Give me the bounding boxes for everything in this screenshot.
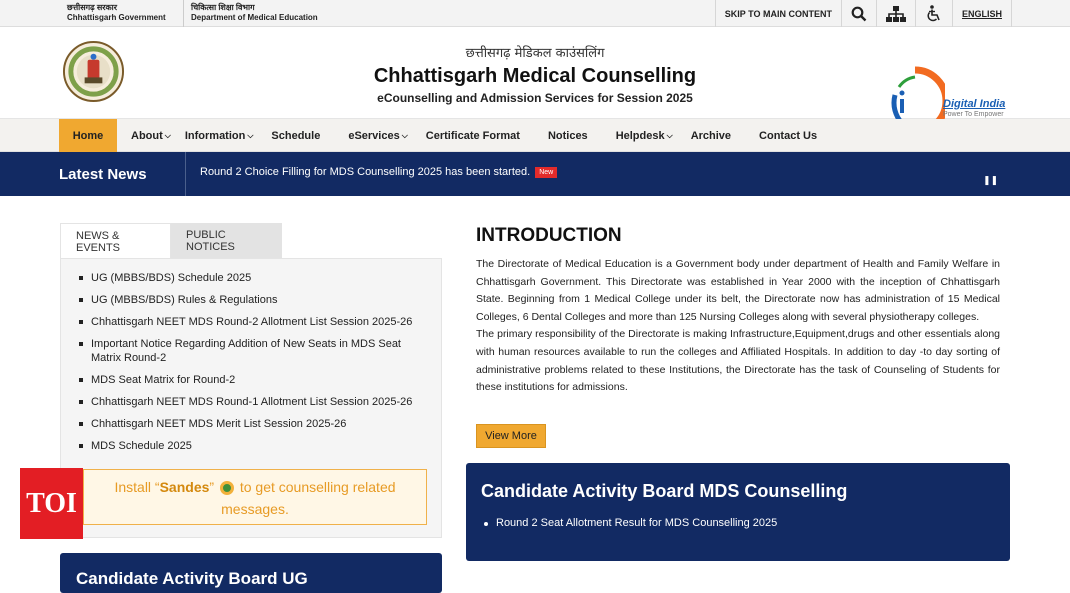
sitemap-icon (886, 6, 906, 22)
nav-archive[interactable] (691, 119, 731, 152)
ug-activity-board (60, 553, 442, 593)
nav-information[interactable] (185, 119, 254, 152)
main-navigation (0, 119, 1070, 152)
search-icon (851, 6, 867, 22)
top-utility-bar (0, 0, 1070, 27)
introduction-paragraph: The Directorate of Medical Education is a Government body under department of Health and Family Welfare in Chhattisgarh Government. This Directorate was established in Year 2000 with the inception of Chhattisgarh State. Beginning from 1 Medical College under its belt, the Directorate now has administration of 15 Medical Colleges, 6 Dental Colleges and more than 125 Nursing Colleges along with several physiotherapy colleges. (476, 258, 1000, 323)
tab-public-notices[interactable]: PUBLIC NOTICES (171, 223, 282, 259)
introduction-paragraph: The primary responsibility of the Directorate is making Infrastructure,Equipment,drugs and other essentials along with human resources available to run the colleges and Affiliated Hospitals. In addition to day -to day sorting of administrative problems related to these Institutions, the Directorate has the task of Counseling of Students for these institutions for admissions. (476, 328, 1000, 394)
nav-eservices-label: eServices (348, 129, 400, 142)
mds-activity-board (466, 463, 1010, 561)
news-list-item[interactable]: UG (MBBS/BDS) Schedule 2025 (79, 271, 419, 285)
nav-notices-label: Notices (547, 129, 588, 142)
news-list-item[interactable]: UG (MBBS/BDS) Rules & Regulations (79, 293, 419, 307)
news-list-item[interactable]: MDS Seat Matrix for Round-2 (79, 373, 419, 387)
site-header (0, 27, 1070, 119)
nav-contact-us[interactable] (759, 119, 817, 152)
mds-activity-item[interactable]: Round 2 Seat Allotment Result for MDS Counselling 2025 (484, 517, 777, 529)
latest-news-text: Round 2 Choice Filling for MDS Counselling 2025 has been started. (200, 166, 531, 178)
site-title: Chhattisgarh Medical Counselling (373, 65, 697, 87)
accessibility-button[interactable] (915, 0, 952, 27)
chevron-down-icon: ⌵ (401, 130, 408, 140)
sandes-app-name: Sandes (159, 479, 210, 495)
view-more-button[interactable]: View More (476, 424, 546, 448)
government-label-english: Chhattisgarh Government (67, 13, 166, 22)
news-tabs (60, 223, 282, 259)
ticker-pause-button[interactable] (983, 175, 998, 186)
digital-india-tagline: Power To Empower (943, 111, 1004, 118)
latest-news-ticker-item[interactable] (200, 166, 557, 178)
government-label (67, 3, 166, 23)
sitemap-button[interactable] (876, 0, 915, 27)
nav-eservices[interactable] (348, 119, 407, 152)
chevron-down-icon: ⌵ (247, 130, 254, 140)
chevron-down-icon: ⌵ (164, 130, 171, 140)
department-label-hindi: चिकित्सा शिक्षा विभाग (191, 3, 255, 12)
nav-home-label: Home (72, 129, 104, 142)
sandes-prefix: Install “ (114, 479, 160, 495)
pause-icon: ❚❚ (983, 175, 999, 185)
toi-logo: TOI (20, 468, 83, 539)
news-list-item[interactable]: Chhattisgarh NEET MDS Round-1 Allotment List Session 2025-26 (79, 395, 419, 409)
sandes-install-banner[interactable] (83, 469, 427, 525)
nav-helpdesk-label: Helpdesk (615, 129, 665, 142)
news-list-item[interactable]: Chhattisgarh NEET MDS Merit List Session 2025-26 (79, 417, 419, 431)
nav-certificate-format[interactable] (426, 119, 520, 152)
nav-archive-label: Archive (690, 129, 732, 142)
nav-about-label: About (131, 129, 163, 142)
digital-india-text: Digital India (943, 98, 1006, 110)
sandes-message: to get counselling related messages. (221, 479, 396, 517)
tab-news-events[interactable]: NEWS & EVENTS (60, 223, 171, 259)
accessibility-icon (925, 5, 943, 23)
skip-to-main-link[interactable]: SKIP TO MAIN CONTENT (715, 0, 841, 27)
latest-news-bar (0, 152, 1070, 196)
news-list-item[interactable]: Important Notice Regarding Addition of New Seats in MDS Seat Matrix Round-2 (79, 337, 419, 365)
news-list-item[interactable]: Chhattisgarh NEET MDS Round-2 Allotment List Session 2025-26 (79, 315, 419, 329)
nav-schedule[interactable] (271, 119, 320, 152)
government-label-hindi: छत्तीसगढ़ सरकार (67, 3, 118, 12)
site-subtitle: eCounselling and Admission Services for Session 2025 (377, 91, 693, 105)
introduction-section (476, 225, 1000, 397)
nav-schedule-label: Schedule (271, 129, 321, 142)
nav-notices[interactable] (548, 119, 588, 152)
sandes-app-icon (220, 481, 234, 495)
nav-helpdesk[interactable] (616, 119, 673, 152)
news-list-item[interactable]: MDS Schedule 2025 (79, 439, 419, 453)
introduction-heading: INTRODUCTION (476, 225, 622, 246)
nav-information-label: Information (184, 129, 246, 142)
ug-activity-board-title: Candidate Activity Board UG (76, 569, 308, 588)
nav-about[interactable] (131, 119, 171, 152)
new-badge: New (535, 167, 557, 178)
department-label-english: Department of Medical Education (191, 13, 318, 22)
search-button[interactable] (841, 0, 876, 27)
chevron-down-icon: ⌵ (666, 130, 673, 140)
mds-activity-board-title: Candidate Activity Board MDS Counselling (481, 481, 848, 501)
nav-home[interactable] (59, 119, 117, 152)
sandes-quote: ” (209, 479, 215, 495)
department-label (183, 0, 318, 27)
nav-contact-us-label: Contact Us (759, 129, 818, 142)
nav-certificate-format-label: Certificate Format (425, 129, 520, 142)
language-english-link[interactable]: ENGLISH (952, 0, 1012, 27)
latest-news-label: Latest News (59, 152, 186, 196)
site-title-hindi: छत्तीसगढ़ मेडिकल काउंसलिंग (465, 46, 605, 61)
